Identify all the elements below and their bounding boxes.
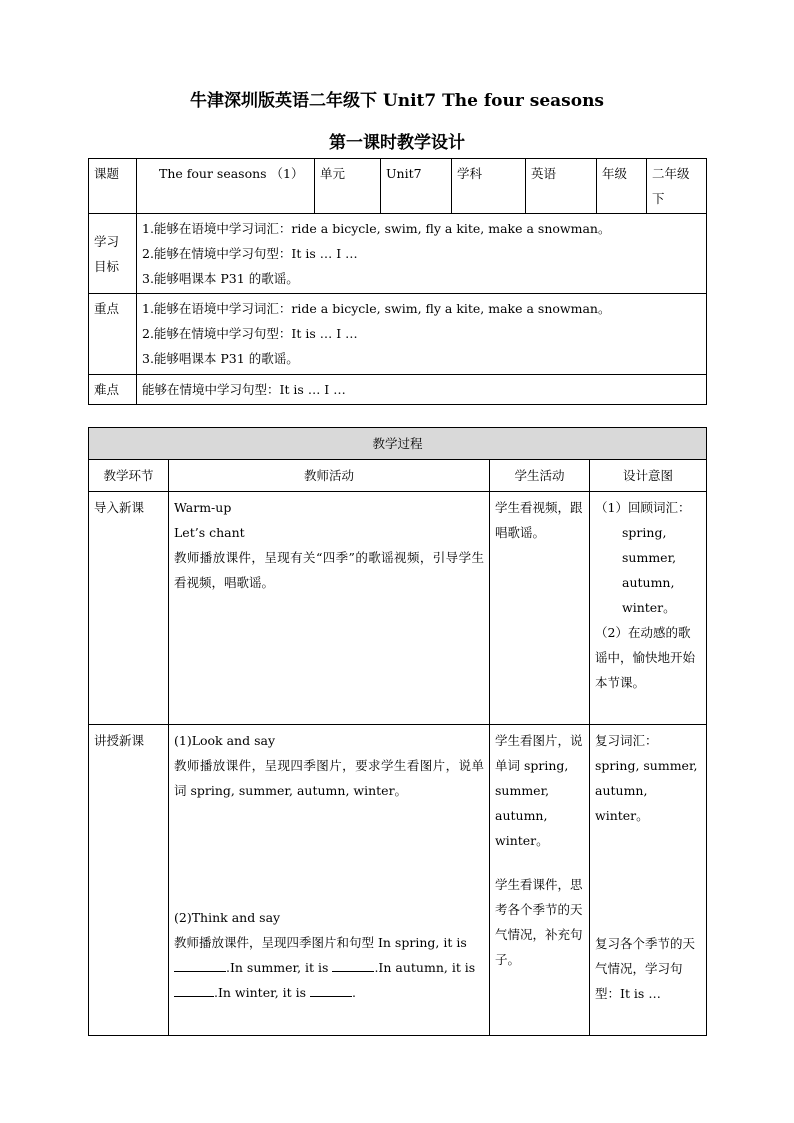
info-row-goals xyxy=(89,214,707,294)
teacher-activity-line: 教师播放课件，呈现四季图片和句型 In spring, it is xyxy=(174,935,467,950)
blank xyxy=(174,982,214,997)
process-header: 教学过程 xyxy=(89,428,707,460)
difficulty-label: 难点 xyxy=(89,375,137,405)
blank-sentence: .In autumn, it is xyxy=(374,960,476,975)
teacher-activity-line: 教师播放课件，呈现四季图片，要求学生看图片，说单词 spring, summer, autumn, winter。 xyxy=(174,758,484,798)
focus-item: 3.能够唱课本 P31 的歌谣。 xyxy=(142,351,299,366)
info-row-topic xyxy=(89,159,707,214)
intent-word: autumn, xyxy=(622,575,675,590)
topic-value: The four seasons （1） xyxy=(137,159,315,214)
student-activity: 学生看视频，跟唱歌谣。 xyxy=(490,492,590,725)
teacher-activity-line: Warm-up xyxy=(174,500,232,515)
student-activity: 学生看课件，思考各个季节的天气情况，补充句子。 xyxy=(495,877,583,967)
process-header-row xyxy=(89,428,707,460)
column-header: 教师活动 xyxy=(169,460,490,492)
document-title: 牛津深圳版英语二年级下 Unit7 The four seasons xyxy=(189,91,605,111)
blank-sentence: . xyxy=(352,985,357,1000)
goal-item: 1.能够在语境中学习词汇：ride a bicycle, swim, fly a kite, make a snowman。 xyxy=(142,221,611,236)
document-subtitle: 第一课时教学设计 xyxy=(329,133,465,153)
teacher-activity-line: (2)Think and say xyxy=(174,910,281,925)
teacher-activity-line: 教师播放课件，呈现有关“四季”的歌谣视频，引导学生看视频，唱歌谣。 xyxy=(174,550,484,590)
teacher-activity-line: Let’s chant xyxy=(174,525,245,540)
column-header: 教学环节 xyxy=(89,460,169,492)
fill-blank-line xyxy=(174,980,484,1005)
process-row-new-lesson xyxy=(89,725,707,1036)
subject-value: 英语 xyxy=(526,159,597,214)
intent-heading: （1）回顾词汇： xyxy=(595,500,691,515)
intent-word: summer, xyxy=(622,550,677,565)
grade-label: 年级 xyxy=(597,159,647,214)
stage-label: 讲授新课 xyxy=(89,725,169,1036)
teacher-activity-line: (1)Look and say xyxy=(174,733,276,748)
info-row-focus xyxy=(89,294,707,375)
process-columns-row xyxy=(89,460,707,492)
stage-label: 导入新课 xyxy=(89,492,169,725)
intent-text: （2）在动感的歌谣中，愉快地开始本节课。 xyxy=(595,625,696,690)
focus-label: 重点 xyxy=(89,294,137,375)
process-row-intro xyxy=(89,492,707,725)
fill-blank-line xyxy=(174,955,484,980)
goal-item: 2.能够在情境中学习句型：It is … I … xyxy=(142,246,358,261)
unit-value: Unit7 xyxy=(381,159,452,214)
column-header: 设计意图 xyxy=(590,460,707,492)
difficulty-value: 能够在情境中学习句型：It is … I … xyxy=(137,375,707,405)
column-header: 学生活动 xyxy=(490,460,590,492)
teaching-process-table xyxy=(88,427,707,1036)
subject-label: 学科 xyxy=(452,159,526,214)
student-activity: 学生看图片，说单词 spring, summer, autumn, winter。 xyxy=(495,733,583,848)
info-row-difficulty xyxy=(89,375,707,405)
lesson-info-table xyxy=(88,158,707,405)
goals-label: 学习目标 xyxy=(89,214,137,294)
grade-value: 二年级下 xyxy=(647,159,707,214)
intent-word: spring, xyxy=(622,525,667,540)
intent-text: 复习各个季节的天气情况，学习句型：It is … xyxy=(595,936,696,1001)
blank-sentence: .In winter, it is xyxy=(214,985,307,1000)
blank-sentence: .In summer, it is xyxy=(226,960,329,975)
blank xyxy=(332,957,374,972)
blank xyxy=(310,982,352,997)
intent-word: winter。 xyxy=(622,600,676,615)
goal-item: 3.能够唱课本 P31 的歌谣。 xyxy=(142,271,299,286)
focus-item: 2.能够在情境中学习句型：It is … I … xyxy=(142,326,358,341)
focus-item: 1.能够在语境中学习词汇：ride a bicycle, swim, fly a kite, make a snowman。 xyxy=(142,301,611,316)
blank xyxy=(174,957,226,972)
intent-text: 复习词汇：spring, summer, autumn, winter。 xyxy=(595,733,698,823)
unit-label: 单元 xyxy=(315,159,381,214)
topic-label: 课题 xyxy=(89,159,137,214)
